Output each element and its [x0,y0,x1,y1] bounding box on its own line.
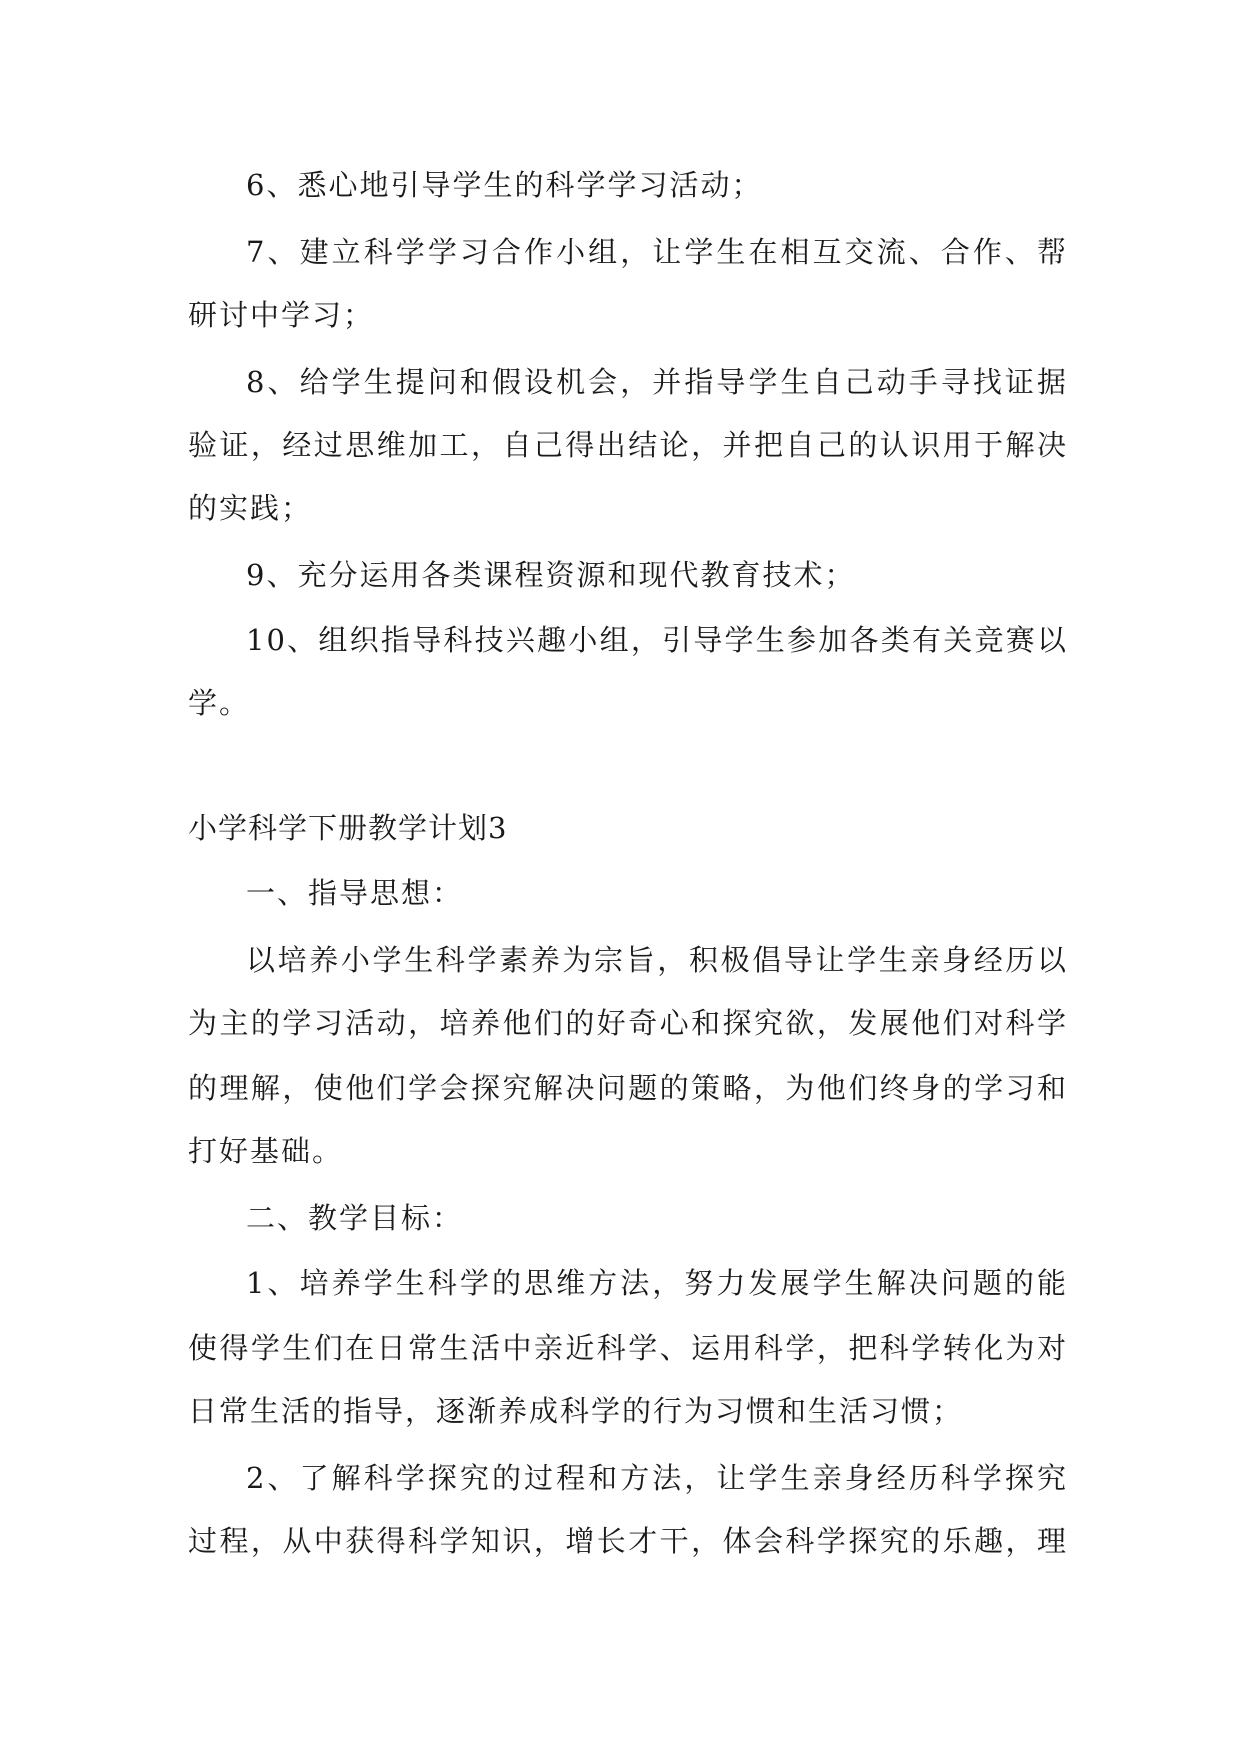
paragraph-line: 的实践； [188,491,313,525]
paragraph-line: 过程，从中获得科学知识，增长才干，体会科学探究的乐趣，理 [188,1524,1068,1558]
paragraph-line: 验证，经过思维加工，自己得出结论，并把自己的认识用于解决 [188,428,1068,462]
paragraph-line: 日常生活的指导，逐渐养成科学的行为习惯和生活习惯； [188,1394,964,1428]
paragraph-line: 6、悉心地引导学生的科学学习活动； [246,168,763,202]
section-heading: 一、指导思想： [246,876,464,910]
paragraph-line: 使得学生们在日常生活中亲近科学、运用科学，把科学转化为对 [188,1331,1068,1365]
section-heading: 二、教学目标： [246,1201,464,1235]
paragraph-line: 打好基础。 [188,1134,344,1168]
paragraph-line: 为主的学习活动，培养他们的好奇心和探究欲，发展他们对科学 [188,1006,1068,1040]
paragraph-line: 2、了解科学探究的过程和方法，让学生亲身经历科学探究 [246,1461,1068,1495]
section-title: 小学科学下册教学计划3 [188,811,508,845]
paragraph-line: 的理解，使他们学会探究解决问题的策略，为他们终身的学习和 [188,1071,1068,1105]
paragraph-line: 9、充分运用各类课程资源和现代教育技术； [246,558,856,592]
paragraph-line: 1、培养学生科学的思维方法，努力发展学生解决问题的能 [246,1266,1068,1300]
paragraph-line: 8、给学生提问和假设机会，并指导学生自己动手寻找证据 [246,365,1068,399]
paragraph-line: 10、组织指导科技兴趣小组，引导学生参加各类有关竞赛以 [246,623,1068,657]
paragraph-line: 研讨中学习； [188,298,375,332]
paragraph-line: 7、建立科学学习合作小组，让学生在相互交流、合作、帮 [246,235,1068,269]
paragraph-line: 以培养小学生科学素养为宗旨，积极倡导让学生亲身经历以 [246,943,1068,977]
paragraph-line: 学。 [188,686,251,720]
